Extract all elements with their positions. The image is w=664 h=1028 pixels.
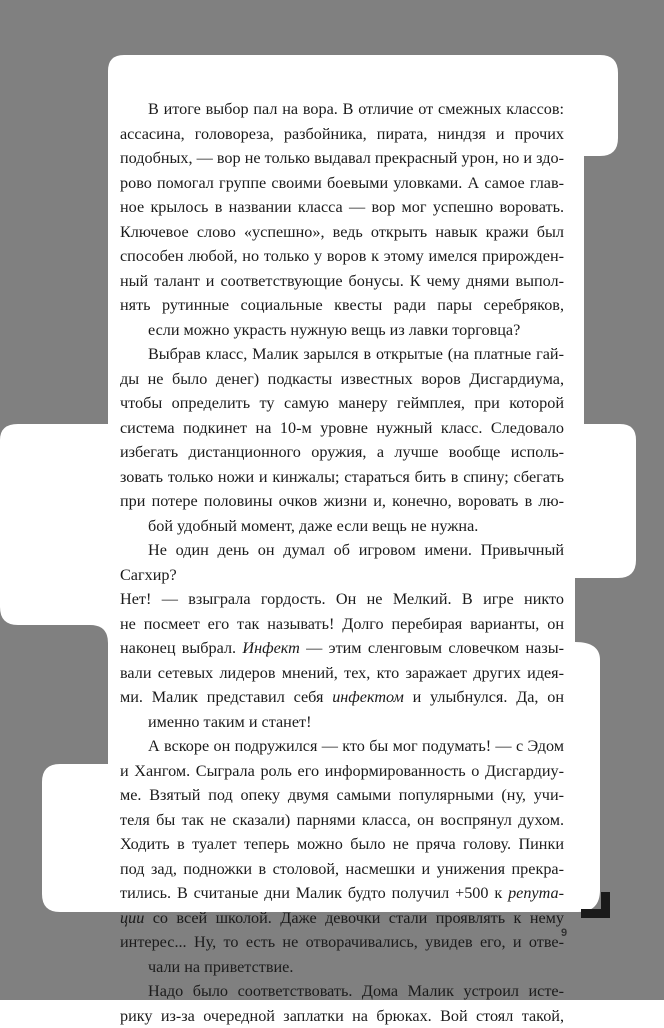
text-fragment: тились. В считаные дни Малик будто получил +500 к xyxy=(120,884,502,902)
text-line: если можно украсть нужную вещь из лавки торговца? xyxy=(120,318,564,343)
text-line: и Хангом. Сыграла роль его информированность о Дисгардиу- xyxy=(120,759,564,784)
text-line: Не один день он думал об игровом имени. Привычный Сагхир? xyxy=(120,538,564,587)
paragraph-3 xyxy=(120,538,564,734)
text-line: чтобы определить ту самую манеру геймплея, при которой xyxy=(120,391,564,416)
text-line: ный талант и соответствующие бонусы. К чему днями выпол- xyxy=(120,269,564,294)
text-line: В итоге выбор пал на вора. В отличие от смежных классов: xyxy=(120,97,564,122)
text-line: способен любой, но только у воров к этому имелся прирожден- xyxy=(120,244,564,269)
text-line: бой удобный момент, даже если вещь не нужна. xyxy=(120,514,564,539)
text-fragment: наконец выбрал. xyxy=(120,639,236,657)
text-line: Ходить в туалет теперь можно было не пряча голову. Пинки xyxy=(120,832,564,857)
text-line xyxy=(120,906,564,931)
text-line: А вскоре он подружился — кто бы мог подумать! — с Эдом xyxy=(120,734,564,759)
text-line: избегать дистанционного оружия, а лучше вообще исполь- xyxy=(120,440,564,465)
text-line: рику из-за очередной заплатки на брюках. Вой стоял такой, xyxy=(120,1004,564,1028)
italic-term: ции xyxy=(120,909,144,927)
text-line: Ключевое слово «успешно», ведь открыть навык кражи был xyxy=(120,220,564,245)
italic-term: инфектом xyxy=(332,688,404,706)
italic-term: репута- xyxy=(508,884,564,902)
page-number: 9 xyxy=(561,927,567,939)
text-line: именно таким и станет! xyxy=(120,710,564,735)
text-line: не посмеет его так называть! Долго перебирая варианты, он xyxy=(120,612,564,637)
text-line xyxy=(120,685,564,710)
text-line: Нет! — взыграла гордость. Он не Мелкий. В игре никто xyxy=(120,587,564,612)
paragraph-5 xyxy=(120,979,564,1028)
text-line: ное крылось в названии класса — вор мог успешно воровать. xyxy=(120,195,564,220)
body-text xyxy=(120,97,564,1028)
text-line: ды не было денег) подкасты известных воров Дисгардиума, xyxy=(120,367,564,392)
paragraph-1 xyxy=(120,97,564,342)
text-line: Выбрав класс, Малик зарылся в открытые (на платные гай- xyxy=(120,342,564,367)
text-fragment: — этим сленговым словечком назы- xyxy=(306,639,564,657)
text-line xyxy=(120,881,564,906)
text-line: Надо было соответствовать. Дома Малик устроил исте- xyxy=(120,979,564,1004)
text-line: система подкинет на 10-м уровне нужный класс. Следовало xyxy=(120,416,564,441)
paragraph-4 xyxy=(120,734,564,979)
text-line: ме. Взятый под опеку двумя самыми популярными (ну, учи- xyxy=(120,783,564,808)
text-line: нять рутинные социальные квесты ради пары серебряков, xyxy=(120,293,564,318)
text-line: вали сетевых лидеров мнений, тех, кто заражает других идея- xyxy=(120,661,564,686)
text-line: зовать только ножи и кинжалы; стараться бить в спину; сбегать xyxy=(120,465,564,490)
text-line: чали на приветствие. xyxy=(120,955,564,980)
text-fragment: со всей школой. Даже девочки стали проявлять к нему xyxy=(153,909,564,927)
text-line: ассасина, головореза, разбойника, пирата, ниндзя и прочих xyxy=(120,122,564,147)
text-line: интерес... Ну, то есть не отворачивались, увидев его, и отве- xyxy=(120,930,564,955)
text-line: теля бы так не сказали) парнями класса, он воспрянул духом. xyxy=(120,808,564,833)
text-line: под зад, подножки в столовой, насмешки и унижения прекра- xyxy=(120,857,564,882)
text-fragment: и улыбнулся. Да, он xyxy=(413,688,564,706)
italic-term: Инфект xyxy=(242,639,299,657)
text-line xyxy=(120,636,564,661)
text-line: подобных, — вор не только выдавал прекрасный урон, но и здо- xyxy=(120,146,564,171)
text-line: рово помогал группе своими боевыми уловками. А самое глав- xyxy=(120,171,564,196)
paragraph-2 xyxy=(120,342,564,538)
text-line: при потере половины очков жизни и, конечно, воровать в лю- xyxy=(120,489,564,514)
corner-bracket-icon xyxy=(581,892,611,918)
text-fragment: ми. Малик представил себя xyxy=(120,688,323,706)
